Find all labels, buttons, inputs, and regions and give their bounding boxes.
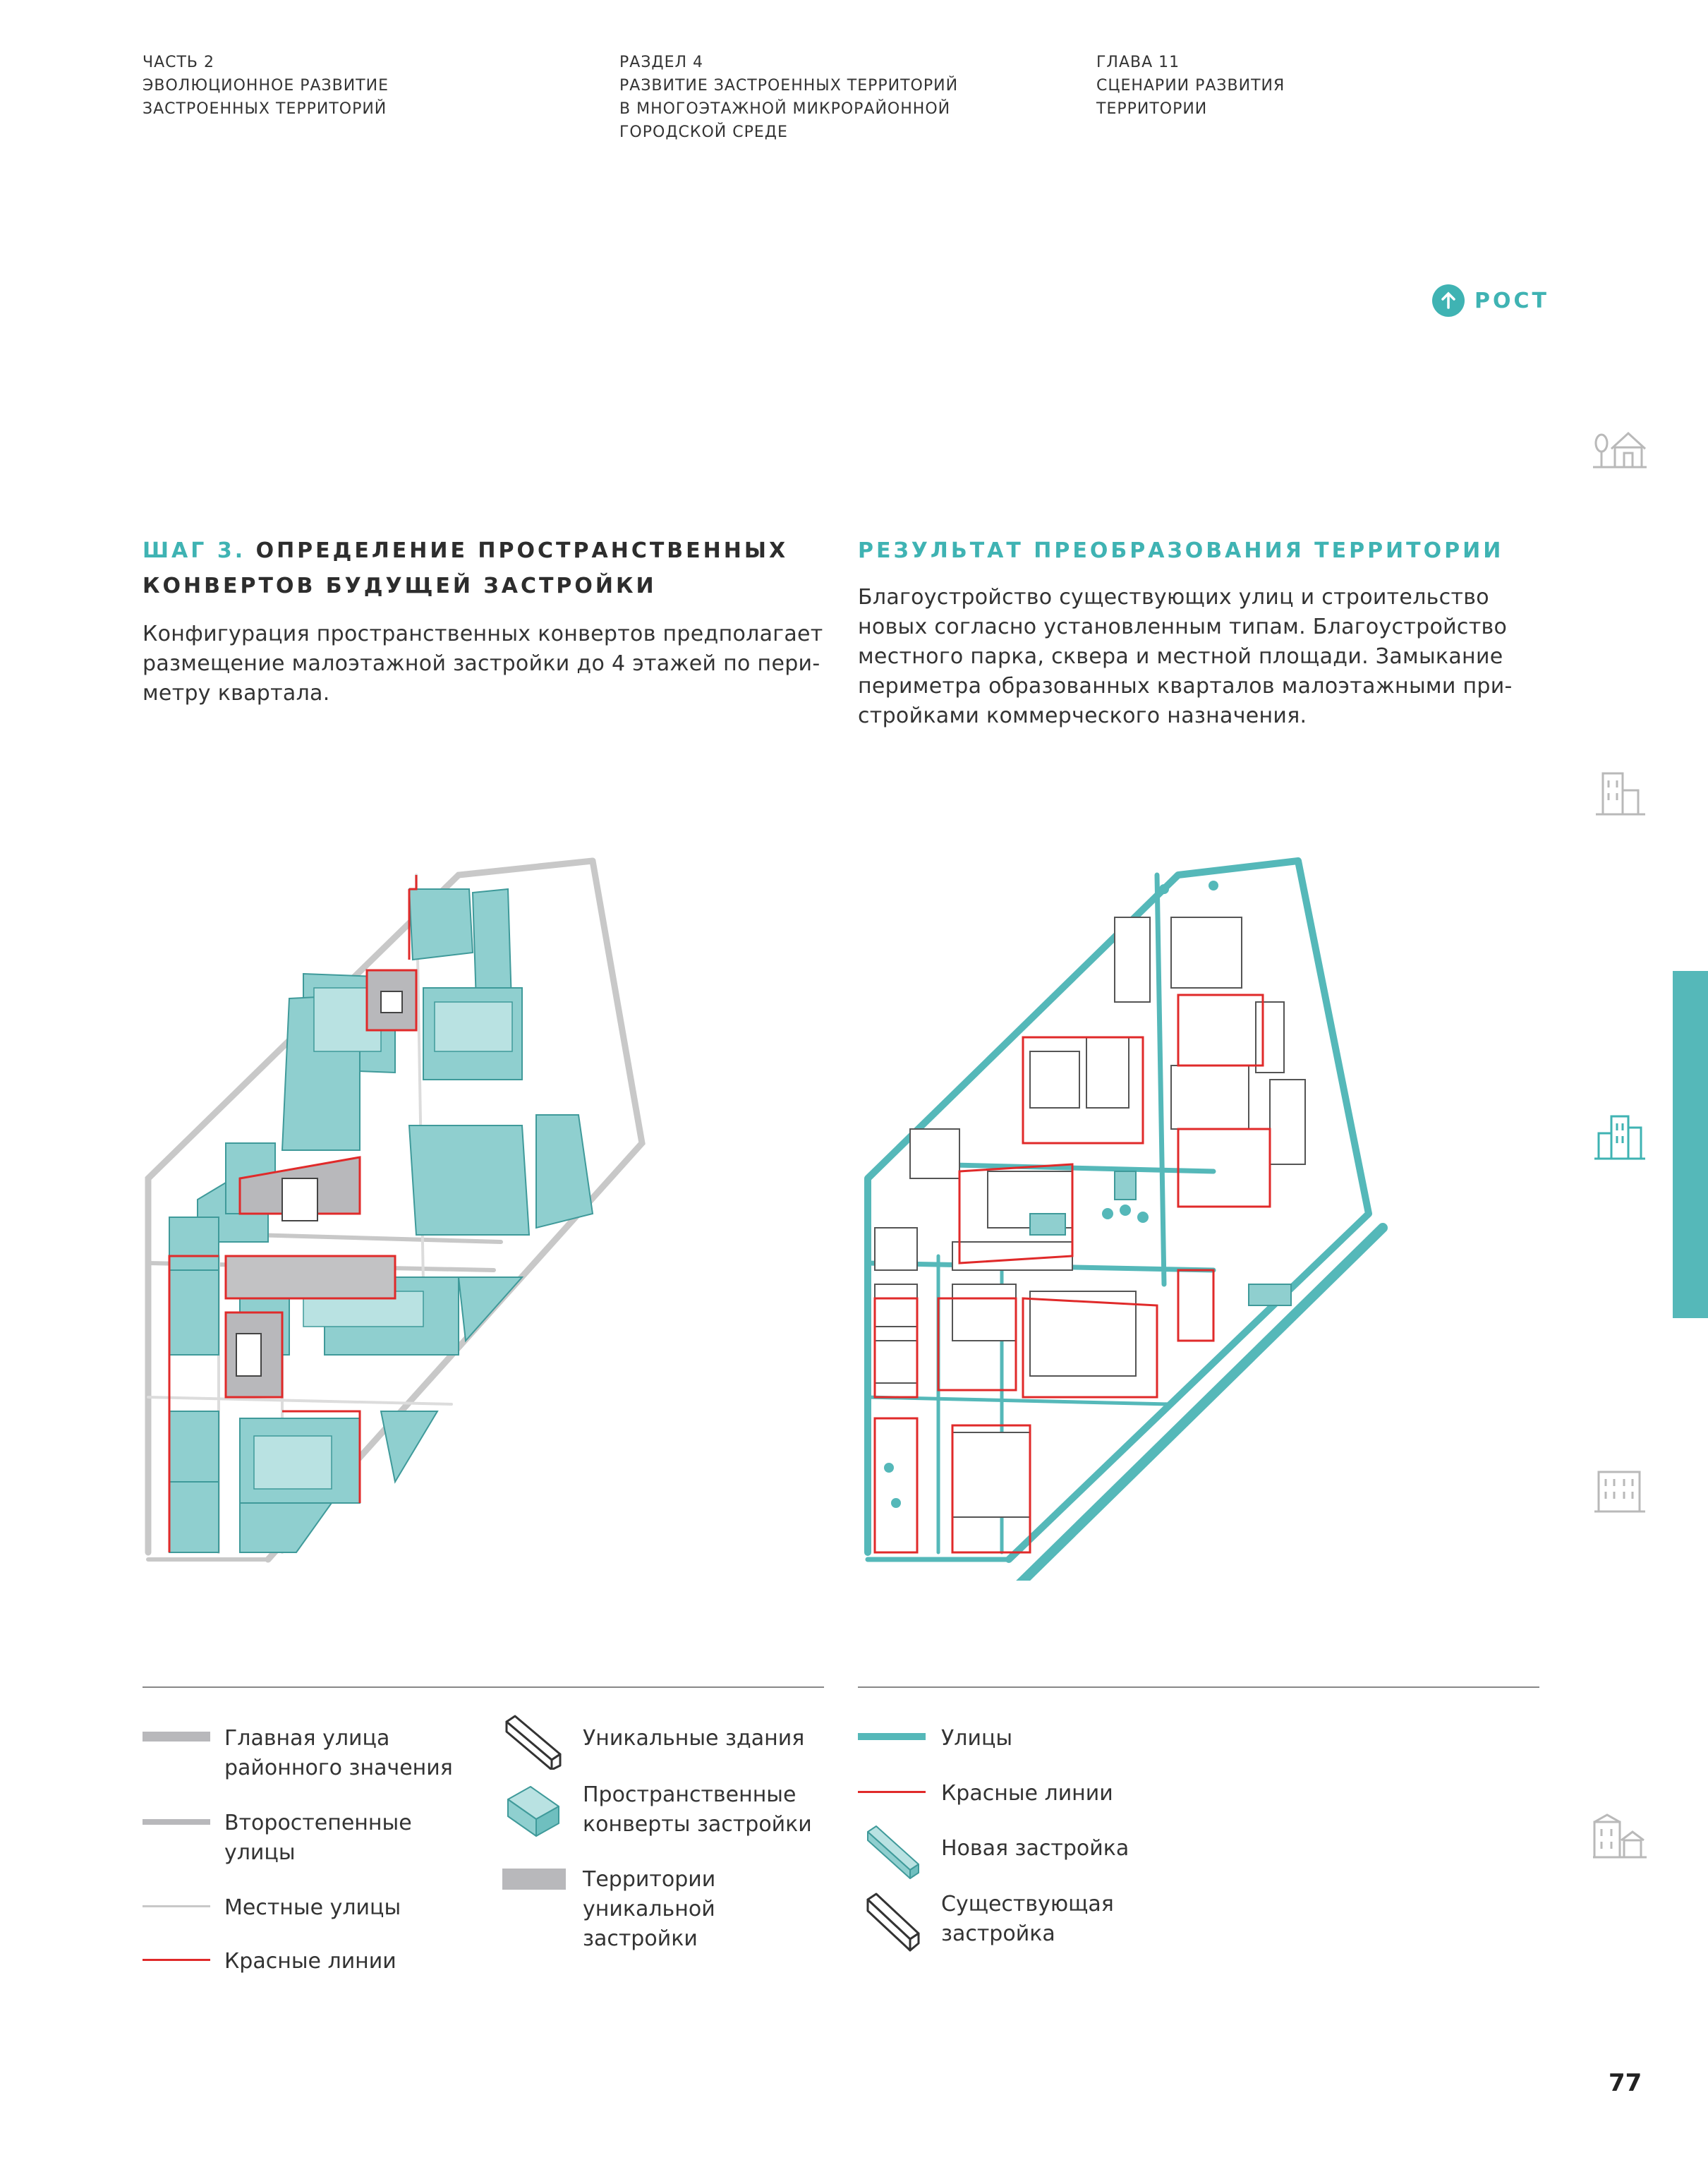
header-part-line: ЭВОЛЮЦИОННОЕ РАЗВИТИЕ (143, 77, 389, 95)
page-number: 77 (1609, 2069, 1642, 2097)
left-body-line: размещение малоэтажной застройки до 4 этажей по пери- (143, 651, 820, 676)
legend-label: уникальной (583, 1897, 715, 1921)
active-section-tab[interactable] (1673, 971, 1708, 1318)
legend-item (941, 1779, 1113, 1809)
left-title-line: КОНВЕРТОВ БУДУЩЕЙ ЗАСТРОЙКИ (143, 574, 657, 598)
legend-label: районного значения (224, 1756, 453, 1780)
envelopes-map (127, 847, 691, 1581)
divider-left (143, 1686, 824, 1688)
legend-item (941, 1724, 1012, 1753)
new-building-symbol (865, 1823, 921, 1880)
legend-item (583, 1865, 715, 1954)
legend-item (583, 1780, 812, 1840)
arrow-up-icon (1432, 284, 1465, 317)
right-body (858, 583, 1513, 731)
right-body-line: новых согласно установленным типам. Благоустройство (858, 615, 1508, 639)
legend-item (224, 1724, 453, 1783)
header-part-line: ЧАСТЬ 2 (143, 54, 215, 71)
left-title-line: ОПРЕДЕЛЕНИЕ ПРОСТРАНСТВЕННЫХ (255, 538, 789, 563)
tower-icon[interactable] (1592, 769, 1647, 819)
header-section-line: РАЗДЕЛ 4 (619, 54, 704, 71)
street-symbol (858, 1733, 926, 1742)
header-part (143, 51, 389, 121)
unique-territory-symbol (502, 1869, 566, 1890)
header-section-line: РАЗВИТИЕ ЗАСТРОЕННЫХ ТЕРРИТОРИЙ (619, 77, 959, 95)
secondary-street-symbol (143, 1819, 210, 1826)
legend-item (583, 1724, 804, 1753)
legend-item (224, 1947, 396, 1976)
legend-item (941, 1834, 1129, 1864)
header-chapter-line: ГЛАВА 11 (1096, 54, 1180, 71)
step-label: ШАГ 3. (143, 538, 246, 563)
left-title (143, 533, 788, 604)
legend-label: Пространственные (583, 1782, 797, 1807)
right-body-line: местного парка, сквера и местной площади. Замыкание (858, 644, 1503, 669)
legend-label: конверты застройки (583, 1812, 812, 1837)
right-body-line: Благоустройство существующих улиц и строительство (858, 585, 1489, 610)
right-title (858, 533, 1503, 569)
house-tree-icon[interactable] (1592, 423, 1647, 473)
header-chapter-line: ТЕРРИТОРИИ (1096, 100, 1208, 118)
legend-label: Существующая (941, 1892, 1114, 1917)
legend-label: Новая застройка (941, 1836, 1129, 1861)
legend-label: Территории (583, 1867, 716, 1892)
legend-item (224, 1893, 401, 1923)
local-street-symbol (143, 1905, 210, 1908)
legend-label: Улицы (941, 1726, 1013, 1751)
legend-label: застройки (583, 1926, 698, 1951)
right-title-line: РЕЗУЛЬТАТ ПРЕОБРАЗОВАНИЯ ТЕРРИТОРИИ (858, 538, 1504, 563)
envelope-symbol (502, 1778, 566, 1842)
legend-label: Главная улица (224, 1726, 390, 1751)
highrise-icon[interactable] (1592, 1113, 1647, 1163)
legend-label: Второстепенные (224, 1811, 412, 1835)
existing-building-symbol (865, 1891, 921, 1953)
apartment-block-icon[interactable] (1592, 1466, 1647, 1516)
divider-right (858, 1686, 1539, 1688)
legend-label: Местные улицы (224, 1895, 401, 1920)
header-section (619, 51, 958, 144)
red-line-symbol (858, 1791, 926, 1794)
badge-label: РОСТ (1474, 288, 1549, 313)
header-section-line: В МНОГОЭТАЖНОЙ МИКРОРАЙОННОЙ (619, 100, 951, 118)
left-body-line: Конфигурация пространственных конвертов предполагает (143, 622, 823, 646)
right-body-line: периметра образованных кварталов малоэтажными при- (858, 674, 1513, 699)
red-line-symbol (143, 1959, 210, 1962)
left-body (143, 620, 823, 708)
legend-item (224, 1809, 412, 1868)
legend-label: Красные линии (941, 1781, 1113, 1806)
legend-label: застройка (941, 1921, 1055, 1946)
growth-badge (1432, 284, 1549, 318)
header-chapter-line: СЦЕНАРИИ РАЗВИТИЯ (1096, 77, 1285, 95)
left-body-line: метру квартала. (143, 681, 330, 706)
mixed-buildings-icon[interactable] (1592, 1812, 1647, 1861)
legend-label: Красные линии (224, 1949, 396, 1974)
header-part-line: ЗАСТРОЕННЫХ ТЕРРИТОРИЙ (143, 100, 387, 118)
header-chapter (1096, 51, 1285, 121)
legend-label: улицы (224, 1840, 296, 1865)
right-body-line: стройками коммерческого назначения. (858, 704, 1307, 728)
main-street-symbol (143, 1732, 210, 1742)
result-map (847, 847, 1411, 1581)
unique-building-symbol (502, 1713, 566, 1770)
legend-label: Уникальные здания (583, 1726, 805, 1751)
legend-item (941, 1890, 1114, 1949)
header-section-line: ГОРОДСКОЙ СРЕДЕ (619, 123, 788, 141)
